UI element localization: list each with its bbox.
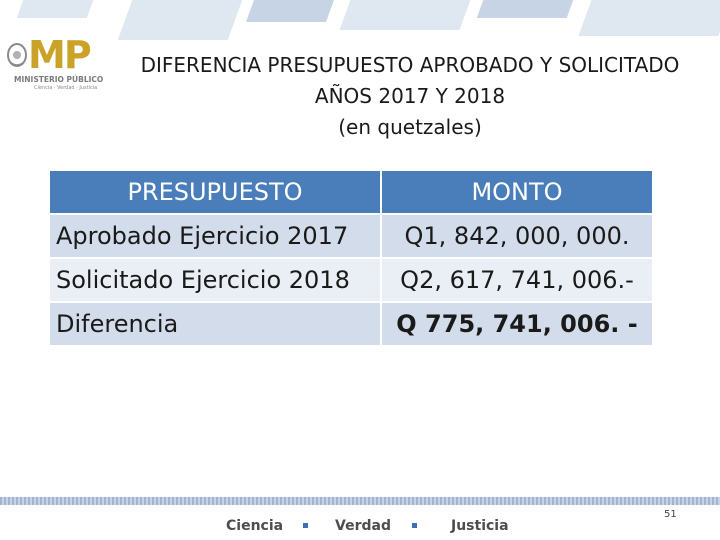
motto-word: Ciencia (226, 518, 284, 534)
header-monto: MONTO (382, 171, 652, 213)
header-presupuesto: PRESUPUESTO (50, 171, 380, 213)
page-number: 51 (664, 509, 677, 520)
row-concept: Diferencia (50, 303, 380, 345)
banner-decoration (477, 0, 574, 18)
title-line-2: AÑOS 2017 Y 2018 (314, 84, 506, 108)
slide-title (110, 50, 710, 143)
bullet-icon (412, 523, 417, 528)
motto-word: Verdad (335, 518, 391, 534)
title-line-3: (en quetzales) (338, 115, 482, 139)
row-amount: Q1, 842, 000, 000. (382, 215, 652, 257)
table-row (50, 215, 652, 257)
title-line-1: DIFERENCIA PRESUPUESTO APROBADO Y SOLICITADO (140, 53, 680, 77)
table-row (50, 259, 652, 301)
motto-word: Justicia (451, 518, 509, 534)
banner-decoration (340, 0, 471, 30)
budget-table (48, 169, 654, 347)
ministerio-publico-logo (6, 34, 106, 94)
logo-name: MINISTERIO PÚBLICO (14, 75, 104, 84)
logo-mark: MP (28, 33, 90, 77)
banner-decoration (118, 0, 243, 40)
coat-of-arms-icon (6, 42, 28, 68)
bullet-icon (303, 523, 308, 528)
banner-decoration (17, 0, 94, 18)
row-amount: Q2, 617, 741, 006.- (382, 259, 652, 301)
table-row (50, 303, 652, 345)
row-amount-total: Q 775, 741, 006. - (382, 303, 652, 345)
banner-decoration (246, 0, 334, 22)
table-header-row (50, 171, 652, 213)
logo-tagline: Ciencia · Verdad · Justicia (34, 85, 98, 91)
banner-decoration (578, 0, 720, 36)
row-concept: Aprobado Ejercicio 2017 (50, 215, 380, 257)
row-concept: Solicitado Ejercicio 2018 (50, 259, 380, 301)
footer-divider (0, 497, 720, 505)
